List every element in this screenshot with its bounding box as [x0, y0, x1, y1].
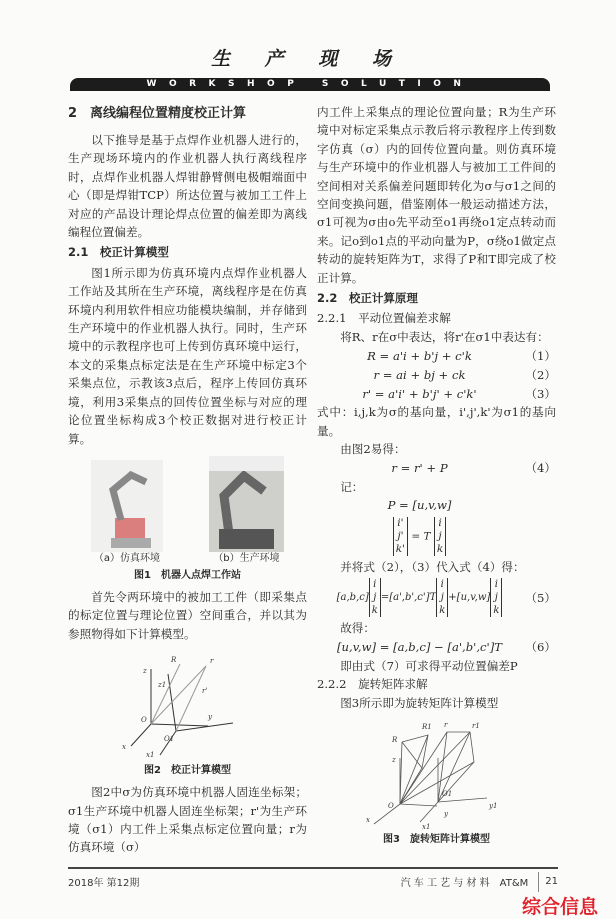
subsection-heading: 2.1 校正计算模型: [68, 245, 169, 260]
fig2-label: x1: [145, 751, 154, 760]
footer-divider: [538, 872, 539, 892]
equation-number: （4）: [525, 460, 556, 475]
subsubsection-heading: 2.2.1 平动位置偏差求解: [317, 311, 451, 326]
equation-number: （6）: [525, 640, 556, 655]
fig3-label: x1: [421, 822, 430, 830]
footer: [68, 867, 558, 895]
fig2-label: O: [140, 716, 147, 725]
fig2-label: R: [170, 656, 176, 665]
paragraph: 内工件上采集点的理论位置向量；R为生产环境中对标定采集点示教后将示教程序上传到数字仿真（σ）内的回传位置向量。则仿真环境与生产环境中的作业机器人与被加工工件间的空间相对关系偏差问题即转化为σ与σ1之间的空间变换问题，借鉴刚体一般运动描述方法，σ1可视为σ由o先平动至o1再绕o1定点转动而来。记o到o1点的平动向量为P，σ绕o1做定点转动的旋转矩阵为T，求得了P和T即完成了校正计算。: [317, 105, 556, 285]
equation-number: （5）: [525, 590, 556, 605]
fig2-label: O1: [163, 735, 174, 744]
equation-3: r' = a'i' + b'j' + c'k': [362, 386, 477, 401]
left-column: [68, 103, 307, 857]
equation-number: （3）: [525, 386, 556, 401]
text-line: 即由式（7）可求得平动位置偏差P: [340, 658, 518, 673]
figure-1-caption: 图1 机器人点焊工作站: [134, 569, 241, 581]
production-robot-image: [209, 456, 284, 552]
article-body: [68, 103, 556, 857]
footer-issue: 2018年 第12期: [68, 878, 140, 890]
fig3-label: y: [443, 809, 448, 818]
figure-3-caption: 图3 旋转矩阵计算模型: [383, 833, 490, 845]
fig3-label: r: [443, 720, 447, 729]
text-line: 由图2易得：: [340, 442, 406, 457]
fig3-label: O: [387, 801, 394, 810]
subsubsection-heading: 2.2.2 旋转矩阵求解: [317, 677, 428, 692]
simulation-robot-image: [91, 460, 163, 552]
fig3-label: R1: [421, 722, 432, 731]
section-banner: WORKSHOP SOLUTION: [70, 78, 550, 91]
figure-2-diagram: [108, 649, 268, 761]
section-title: 生 产 现 场: [211, 48, 405, 70]
fig2-label: y: [207, 713, 212, 722]
equation-4: r = r' + P: [391, 460, 448, 475]
fig2-label: x: [121, 743, 126, 752]
text-line: 图3所示即为旋转矩阵计算模型: [340, 695, 499, 710]
paragraph: 图1所示即为仿真环境内点焊作业机器人工作站及其所在生产环境，离线程序是在仿真环境内利用软件相应功能模块编制，并存储到生产环境中的作业机器人执行。同时，生产环境中的示教程序也可上传到仿真环境中运行，本文的采集点标定法是在生产环境中标定3个采集点位，示教该3点后，程序上传回仿真环境，利用3采集点的回传位置坐标与对应的理论位置坐标构成3个校正数据对进行校正计算。: [68, 265, 307, 446]
right-column: [317, 103, 556, 852]
fig2-label: r': [201, 687, 207, 696]
fig3-label: O1: [441, 789, 452, 798]
equation-2: r = ai + bj + ck: [373, 367, 466, 382]
paragraph: 以下推导是基于点焊作业机器人进行的，生产现场环境内的作业机器人执行离线程序时，点焊作业机器人焊钳静臂侧电极帽端面中心（即是焊钳TCP）所达位置与被加工工件上对应的产品设计理论焊点位置的偏差即为离线编程位置偏差。: [68, 133, 307, 240]
subsection-heading: 2.2 校正计算原理: [317, 291, 418, 306]
equation-1: R = a'i + b'j + c'k: [367, 348, 472, 363]
fig3-label: x: [365, 815, 370, 824]
text-line: 式中：i,j,k为σ的基向量，i',j',k'为σ1的基向量。: [317, 405, 556, 438]
figure-1a-label: （a）仿真环境: [93, 552, 161, 564]
fig3-label: z: [391, 755, 396, 764]
fig3-label: y1: [488, 801, 497, 810]
footer-journal: 汽 车 工 艺 与 材 料 AT&M: [400, 878, 529, 890]
equation-6: [u,v,w] = [a,b,c] − [a',b',c']T: [337, 640, 502, 655]
equation-rotation: i' j' k' = T i j k: [317, 517, 522, 556]
figure-1: [68, 456, 307, 584]
fig3-label: r1: [471, 721, 480, 730]
page-number: 21: [545, 876, 558, 888]
text-line: 将R、r在σ中表达，将r'在σ1中表达有：: [340, 329, 549, 344]
paragraph: 图2中σ为仿真环境中机器人固连坐标架；σ1生产环境中机器人固连坐标架；r'为生产环境（σ1）内工件上采集点标定位置向量；r为仿真环境（σ）: [68, 785, 307, 855]
text-line: 记：: [340, 479, 364, 494]
equation-p: P = [u,v,w]: [387, 498, 452, 513]
fig3-label: R: [391, 735, 397, 744]
fig2-label: r: [209, 657, 213, 666]
fig2-label: z1: [157, 681, 166, 690]
watermark: 综合信息: [521, 895, 598, 918]
text-line: 并将式（2），（3）代入式（4）得：: [340, 559, 525, 574]
equation-number: （2）: [525, 367, 556, 382]
figure-2-caption: 图2 校正计算模型: [144, 765, 231, 777]
paragraph: 首先令两环境中的被加工工件（即采集点的标定位置与理论位置）空间重合，并以其为参照物得如下计算模型。: [68, 589, 307, 641]
equation-number: （1）: [525, 348, 556, 363]
section-heading: 2 离线编程位置精度校正计算: [68, 106, 247, 121]
text-line: 故得：: [340, 621, 375, 636]
equation-5: [a,b,c]i j k=[a',b',c']Ti j k+[u,v,w]i j k: [317, 578, 522, 617]
fig2-label: z: [142, 667, 147, 676]
figure-1b-label: （b）生产环境: [213, 552, 280, 564]
figure-3-diagram: [362, 718, 512, 830]
